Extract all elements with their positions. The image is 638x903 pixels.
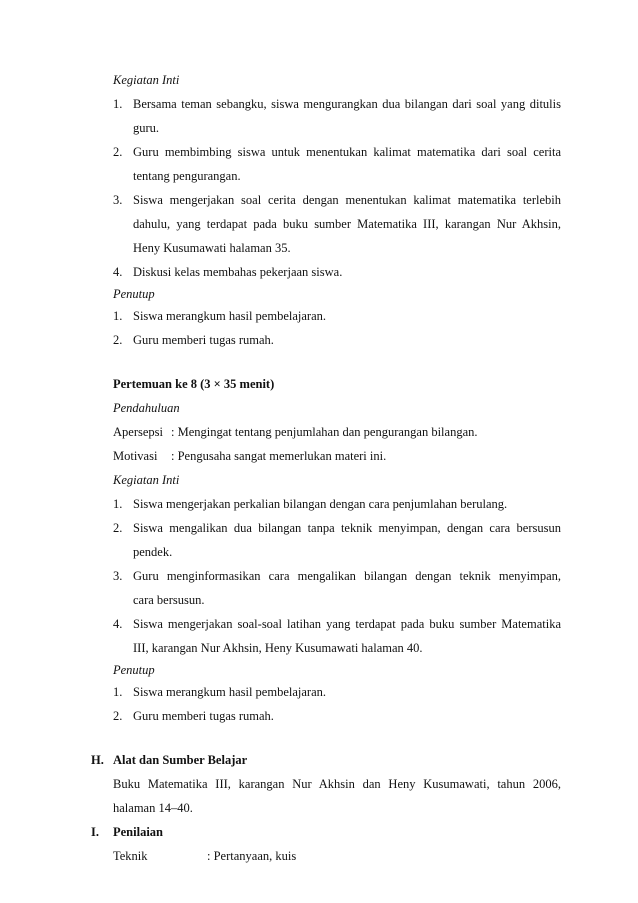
section-i-title: Penilaian [113, 825, 164, 839]
pertemuan-title: Pertemuan ke 8 (3 × 35 menit) [113, 377, 275, 391]
list-item-line: guru. [133, 121, 160, 135]
section-h-title: Alat dan Sumber Belajar [113, 753, 248, 767]
teknik-row [113, 848, 563, 864]
list-number: 4. [113, 617, 123, 631]
apersepsi-value: : Mengingat tentang penjumlahan dan pengurangan bilangan. [171, 425, 478, 439]
list-item-line: III, karangan Nur Akhsin, Heny Kusumawati halaman 40. [133, 641, 423, 655]
teknik-label: Teknik [113, 849, 148, 863]
section-h-letter: H. [91, 753, 104, 767]
list-number: 1. [113, 97, 123, 111]
list-item-line: Guru memberi tugas rumah. [133, 709, 274, 723]
list-item-line: Siswa merangkum hasil pembelajaran. [133, 309, 326, 323]
list-number: 3. [113, 569, 123, 583]
list-item-line: Guru menginformasikan cara mengalikan bilangan dengan teknik menyimpan, [133, 569, 561, 583]
apersepsi-row [113, 424, 563, 440]
list-item-line: Guru membimbing siswa untuk menentukan kalimat matematika dari soal cerita [133, 145, 561, 159]
list-number: 2. [113, 709, 123, 723]
heading-kegiatan-inti: Kegiatan Inti [113, 473, 180, 487]
apersepsi-label: Apersepsi [113, 425, 163, 439]
motivasi-label: Motivasi [113, 449, 158, 463]
heading-penutup: Penutup [113, 287, 155, 301]
list-item-line: pendek. [133, 545, 173, 559]
heading-penutup: Penutup [113, 663, 155, 677]
section-h-line: Buku Matematika III, karangan Nur Akhsin dan Heny Kusumawati, tahun 2006, [113, 777, 561, 791]
list-item-line: Siswa mengalikan dua bilangan tanpa teknik menyimpan, dengan cara bersusun [133, 521, 561, 535]
list-number: 1. [113, 497, 123, 511]
list-item-line: Siswa merangkum hasil pembelajaran. [133, 685, 326, 699]
list-number: 2. [113, 145, 123, 159]
motivasi-row [113, 448, 563, 464]
list-item-line: cara bersusun. [133, 593, 205, 607]
list-item-line: Siswa mengerjakan perkalian bilangan dengan cara penjumlahan berulang. [133, 497, 508, 511]
list-number: 4. [113, 265, 123, 279]
list-item-line: dahulu, yang terdapat pada buku sumber Matematika III, karangan Nur Akhsin, [133, 217, 561, 231]
list-number: 2. [113, 521, 123, 535]
list-number: 1. [113, 309, 123, 323]
list-number: 1. [113, 685, 123, 699]
list-item-line: tentang pengurangan. [133, 169, 241, 183]
list-number: 3. [113, 193, 123, 207]
heading-kegiatan-inti: Kegiatan Inti [113, 73, 180, 87]
list-number: 2. [113, 333, 123, 347]
list-item-line: Siswa mengerjakan soal-soal latihan yang terdapat pada buku sumber Matematika [133, 617, 561, 631]
teknik-value: : Pertanyaan, kuis [207, 849, 297, 863]
list-item-line: Bersama teman sebangku, siswa mengurangkan dua bilangan dari soal yang ditulis [133, 97, 561, 111]
list-item-line: Siswa mengerjakan soal cerita dengan menentukan kalimat matematika terlebih [133, 193, 561, 207]
list-item-line: Diskusi kelas membahas pekerjaan siswa. [133, 265, 343, 279]
list-item-line: Guru memberi tugas rumah. [133, 333, 274, 347]
motivasi-value: : Pengusaha sangat memerlukan materi ini. [171, 449, 387, 463]
heading-pendahuluan: Pendahuluan [113, 401, 180, 415]
section-i-letter: I. [91, 825, 99, 839]
list-item-line: Heny Kusumawati halaman 35. [133, 241, 291, 255]
section-h-line: halaman 14–40. [113, 801, 193, 815]
